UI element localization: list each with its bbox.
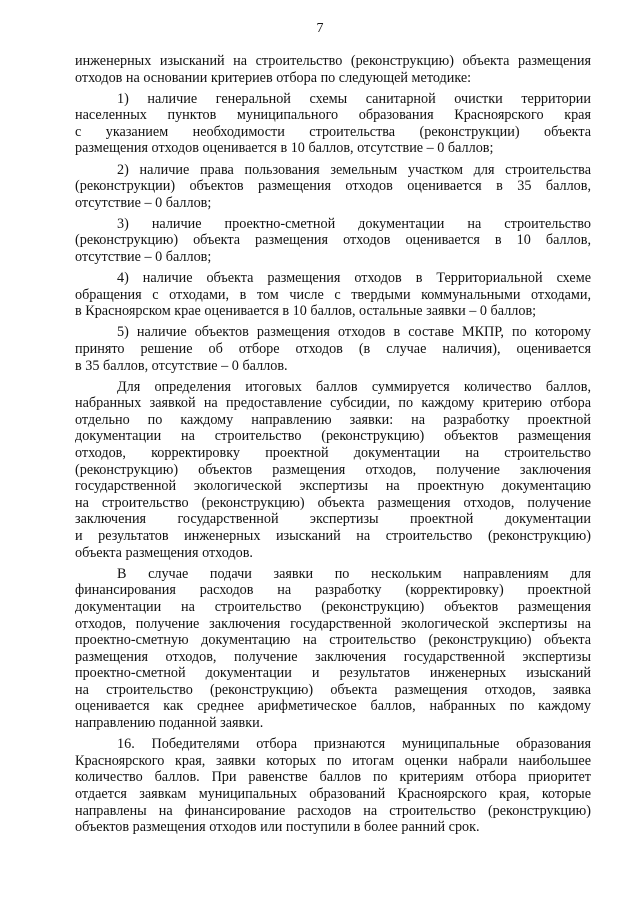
text-line: на строительство (реконструкцию) объекта размещения отходов, получение bbox=[75, 494, 591, 511]
text-line: обращения с отходами, в том числе с твердыми коммунальными отходами, bbox=[75, 286, 591, 303]
text-line: отсутствие – 0 баллов; bbox=[75, 249, 212, 266]
paragraph bbox=[75, 270, 591, 320]
paragraph bbox=[75, 566, 591, 732]
text-line: размещения отходов, получение заключения государственной экспертизы bbox=[75, 648, 591, 665]
text-line: отдается заявкам муниципальных образований Красноярского края, которые bbox=[75, 785, 591, 802]
paragraph bbox=[75, 324, 591, 374]
document-body bbox=[75, 53, 591, 836]
text-line: финансирования расходов на разработку (корректировку) проектной bbox=[75, 582, 591, 599]
paragraph bbox=[75, 379, 591, 562]
text-line: 16. Победителями отбора признаются муниципальные образования bbox=[117, 736, 591, 753]
text-line: принято решение об отборе отходов (в случае наличия), оценивается bbox=[75, 341, 591, 357]
text-line: оценивается как среднее арифметическое баллов, набранных по каждому bbox=[75, 698, 591, 715]
text-line: В случае подачи заявки по нескольким направлениям для bbox=[117, 565, 591, 582]
text-line: отсутствие – 0 баллов; bbox=[75, 194, 212, 211]
text-line: Для определения итоговых баллов суммируется количество баллов, bbox=[117, 378, 591, 395]
text-line: отходов, получение заключения государственной экологической экспертизы на bbox=[75, 615, 591, 632]
text-line: набранных заявкой на предоставление субсидии, по каждому критерию отбора bbox=[75, 395, 591, 412]
page-number: 7 bbox=[316, 21, 324, 36]
text-line: населенных пунктов муниципального образования Красноярского края bbox=[75, 107, 591, 124]
text-line: размещения отходов оценивается в 10 баллов, отсутствие – 0 баллов; bbox=[75, 140, 494, 157]
text-line: направлению поданной заявки. bbox=[75, 715, 264, 732]
text-line: государственной экологической экспертизы на проектную документацию bbox=[75, 478, 591, 495]
text-line: направлены на финансирование расходов на строительство (реконструкцию) bbox=[75, 802, 591, 819]
paragraph bbox=[75, 216, 591, 266]
text-line: (реконструкцию) объектов размещения отходов, получение заключения bbox=[75, 461, 591, 478]
text-line: заключения государственной экспертизы проектной документации bbox=[75, 511, 591, 528]
text-line: 1) наличие генеральной схемы санитарной очистки территории bbox=[117, 90, 591, 107]
text-line: в Красноярском крае оценивается в 10 баллов, остальные заявки – 0 баллов; bbox=[75, 303, 537, 320]
text-line: документации на строительство (реконструкцию) объектов размещения bbox=[75, 598, 591, 615]
text-line: (реконструкции) объектов размещения отходов оценивается в 35 баллов, bbox=[75, 178, 591, 195]
text-line: на строительство (реконструкцию) объекта размещения отходов, заявка bbox=[75, 681, 591, 698]
text-line: количество баллов. При равенстве баллов по критериям отбора приоритет bbox=[75, 769, 591, 786]
text-line: и результатов инженерных изысканий на строительство (реконструкцию) bbox=[75, 528, 591, 545]
text-line: инженерных изысканий на строительство (реконструкцию) объекта размещения bbox=[75, 53, 591, 69]
paragraph bbox=[75, 162, 591, 212]
paragraph bbox=[75, 91, 591, 157]
paragraph bbox=[75, 736, 591, 836]
text-line: в 35 баллов, отсутствие – 0 баллов. bbox=[75, 357, 288, 374]
text-line: отходов, корректировку проектной документации на строительство bbox=[75, 445, 591, 462]
text-line: с указанием необходимости строительства (реконструкции) объекта bbox=[75, 123, 591, 140]
text-line: документации на строительство (реконструкцию) объектов размещения bbox=[75, 428, 591, 445]
text-line: (реконструкцию) объекта размещения отходов оценивается в 10 баллов, bbox=[75, 232, 591, 249]
text-line: проектно-сметную документацию на строительство (реконструкцию) объекта bbox=[75, 632, 591, 649]
paragraph bbox=[75, 53, 591, 86]
text-line: 5) наличие объектов размещения отходов в составе МКПР, по которому bbox=[117, 324, 591, 341]
text-line: отходов на основании критериев отбора по следующей методике: bbox=[75, 69, 472, 86]
text-line: 4) наличие объекта размещения отходов в Территориальной схеме bbox=[117, 270, 591, 287]
text-line: Красноярского края, заявки которых по итогам оценки набрали наибольшее bbox=[75, 752, 591, 769]
text-line: объектов размещения отходов или поступили в более ранний срок. bbox=[75, 819, 480, 836]
text-line: 3) наличие проектно-сметной документации на строительство bbox=[117, 215, 591, 232]
text-line: объекта размещения отходов. bbox=[75, 544, 253, 561]
text-line: отдельно по каждому направлению заявки: на разработку проектной bbox=[75, 411, 591, 428]
text-line: проектно-сметной документации и результатов инженерных изысканий bbox=[75, 665, 591, 682]
text-line: 2) наличие права пользования земельным участком для строительства bbox=[117, 161, 591, 178]
